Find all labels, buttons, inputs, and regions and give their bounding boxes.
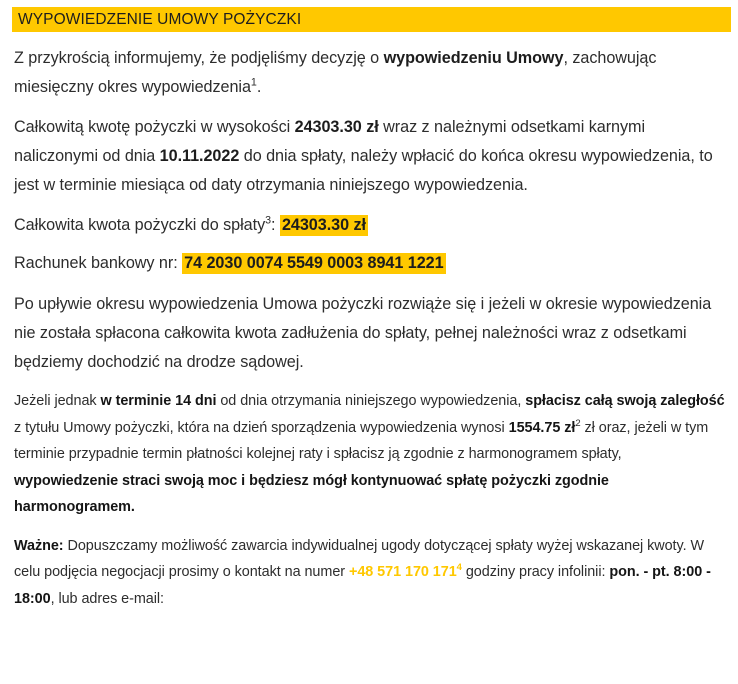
p4-text-part-3: z tytułu Umowy pożyczki, która na dzień sporządzenia wypowiedzenia wynosi	[14, 419, 509, 436]
footnote-marker-1: 1	[250, 76, 257, 89]
p1-text-part-3: .	[256, 78, 262, 96]
footnote-marker-2: 2	[575, 417, 581, 429]
p2-text-part-1: Całkowitą kwotę pożyczki w wysokości	[14, 118, 295, 136]
document-body	[14, 44, 726, 612]
p4-text-part-2: od dnia otrzymania niniejszego wypowiedzenia,	[216, 393, 526, 409]
footnote-marker-4: 4	[456, 562, 462, 574]
bank-account-number-highlight: 74 2030 0074 5549 0003 8941 1221	[184, 254, 444, 272]
p4-bold-pay-arrears: spłacisz całą swoją zaległość	[525, 393, 725, 409]
document-header-bar	[12, 7, 731, 32]
p4-text-part-4: zł oraz, jeżeli w tym terminie przypadnie termin płatności kolejnej raty i spłacisz ją zgodnie z harmonogramem spłaty,	[14, 419, 709, 462]
p4-bold-arrears-amount: 1554.75 zł	[508, 419, 576, 436]
important-label: Ważne:	[14, 537, 64, 554]
total-due-label: Całkowita kwota pożyczki do spłaty	[14, 216, 266, 234]
p4-bold-14-days: w terminie 14 dni	[100, 393, 217, 409]
p5-text-part-3: , lub adres e-mail:	[50, 590, 164, 607]
p2-bold-loan-amount: 24303.30 zł	[294, 118, 379, 136]
paragraph-14-day-cure	[14, 388, 726, 521]
paragraph-payment-terms	[14, 113, 726, 200]
bank-account-line	[14, 249, 726, 278]
paragraph-important-contact	[14, 533, 726, 613]
p5-text-part-2: godziny pracy infolinii:	[461, 564, 610, 580]
p5-text-part-1: Dopuszczamy możliwość zawarcia indywidualnej ugody dotyczącej spłaty wyżej wskazanej kwoty. W celu podjęcia negocjacji prosimy o kontakt na numer	[14, 537, 705, 580]
p4-bold-notice-void: wypowiedzenie straci swoją moc i będziesz mógł kontynuować spłatę pożyczki zgodnie harmonogramem.	[14, 472, 609, 515]
bank-account-label: Rachunek bankowy nr:	[14, 254, 183, 272]
p1-text-part-1: Z przykrością informujemy, że podjęliśmy decyzję o	[14, 49, 384, 67]
contact-phone-number[interactable]: +48 571 170 171	[348, 564, 457, 580]
total-due-amount-highlight: 24303.30 zł	[281, 216, 366, 234]
p2-text-part-3: do dnia spłaty, należy wpłacić do końca okresu wypowiedzenia, to jest w terminie miesiąca od daty otrzymania niniejszego wypowiedzenia.	[14, 147, 713, 194]
p2-text-part-2: wraz z należnymi odsetkami karnymi naliczonymi od dnia	[14, 118, 646, 165]
page-title: WYPOWIEDZENIE UMOWY POŻYCZKI	[18, 10, 302, 28]
p2-bold-interest-date: 10.11.2022	[159, 147, 240, 165]
hotline-hours: pon. - pt. 8:00 - 18:00	[14, 564, 711, 607]
footnote-marker-3: 3	[265, 214, 272, 227]
total-due-separator: :	[271, 216, 280, 234]
p1-bold-termination: wypowiedzeniu Umowy	[383, 49, 564, 67]
p3-text: Po upływie okresu wypowiedzenia Umowa pożyczki rozwiąże się i jeżeli w okresie wypowiedzenia nie została spłacona całkowita kwota zadłużenia do spłaty, pełnej należności wraz z odsetkami będziemy dochodzić na drodze sądowej.	[14, 295, 712, 371]
p1-text-part-2: , zachowując miesięczny okres wypowiedzenia	[14, 49, 657, 96]
total-due-line	[14, 211, 726, 240]
paragraph-legal-consequences	[14, 290, 726, 377]
p4-text-part-1: Jeżeli jednak	[14, 393, 101, 409]
paragraph-notice-decision	[14, 44, 726, 102]
